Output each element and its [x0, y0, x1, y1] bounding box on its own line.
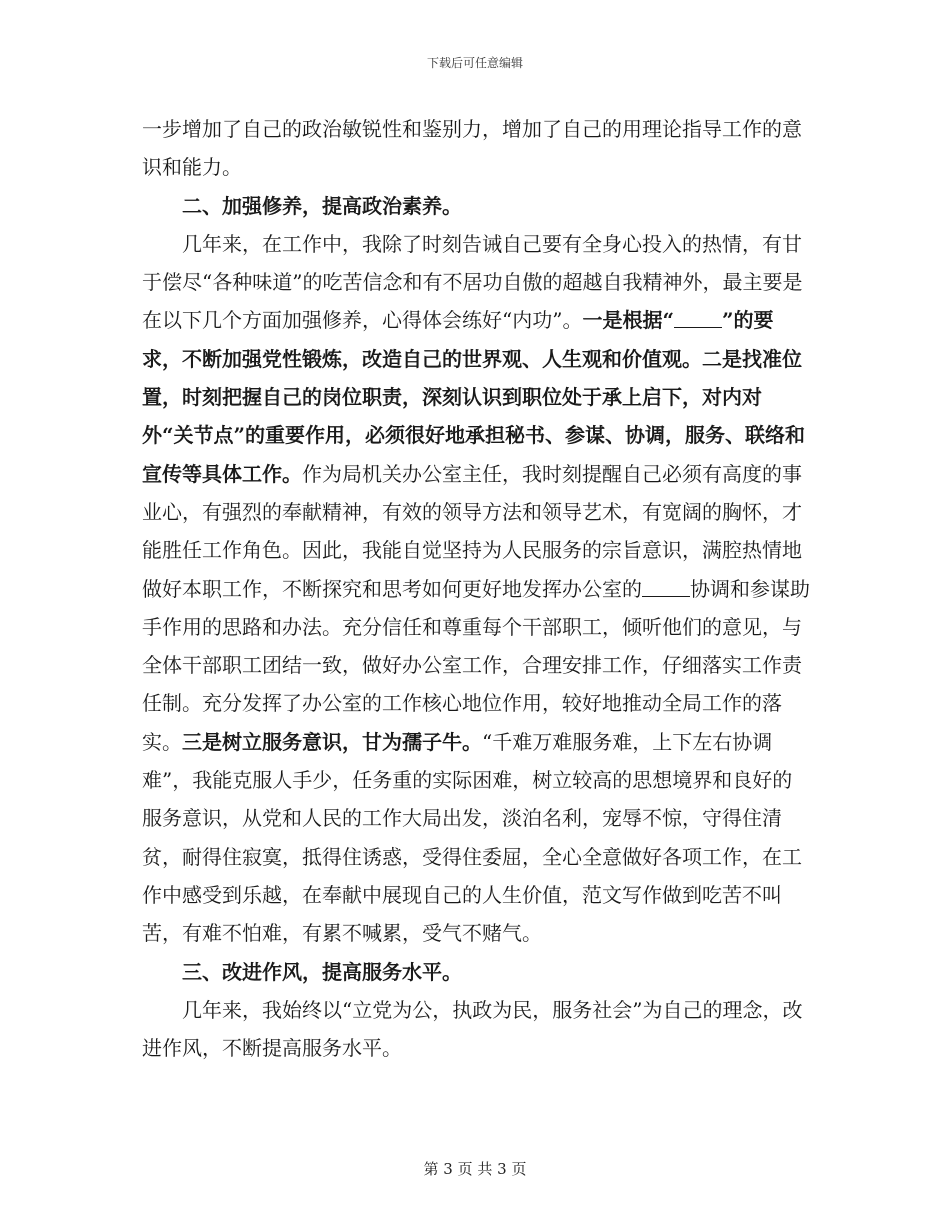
page-number: 第 3 页 共 3 页 — [423, 1160, 527, 1178]
paragraph-text: 协调和参谋助手作用的思路和办法。充分信任和尊重每个干部职工，倾听他们的意见，与全体干部职工团结一致，做好办公室工作，合理安排工作，仔细落实工作责任制。充分发挥了办公室的工作核心地位作用，较好地推动全局工作的落实。 — [142, 576, 810, 754]
blank-line — [642, 578, 690, 597]
point-one-text: 一是根据“ — [582, 308, 674, 333]
section-heading-2: 二、加强修养，提高政治素养。 — [182, 193, 462, 218]
paragraph-text: 作为局机关办公室主任，我时刻提醒自己必须有高度的事业心，有强烈的奉献精神，有效的领导方法和领导艺术，有宽阔的胸怀，才能胜任工作角色。因此，我能自觉坚持为人民服务的宗旨意识，满腔热情地做好本职工作，不断探究和思考如何更好地发挥办公室的 — [142, 461, 802, 601]
paragraph-work-style: 几年来，我始终以“立党为公，执政为民，服务社会”为自己的理念，改进作风，不断提高服务水平。 — [142, 997, 803, 1061]
paragraph-self-cultivation — [142, 225, 812, 953]
section-heading-3: 三、改进作风，提高服务水平。 — [182, 959, 462, 984]
point-one-text-cont: ”的要求，不断加强党性锻炼，改造自己的世界观、人生观和价值观。 — [142, 308, 774, 371]
paragraph-continuation: 一步增加了自己的政治敏锐性和鉴别力，增加了自己的用理论指导工作的意识和能力。 — [142, 117, 802, 180]
page-header: 下载后可任意编辑 — [426, 56, 523, 70]
point-two-text: 二是找准位置，时刻把握自己的岗位职责，深刻认识到职位处于承上启下，对内对外“关节点”的重要作用，必须很好地承担秘书、参谋、协调，服务、联络和宣传等具体工作。 — [142, 346, 806, 486]
paragraph-text: “千难万难服务难，上下左右协调难”，我能克服人手少，任务重的实际困难，树立较高的思想境界和良好的服务意识，从党和人民的工作大局出发，淡泊名利，宠辱不惊，守得住清贫，耐得住寂寞，抵得住诱惑，受得住委屈，全心全意做好各项工作，在工作中感受到乐越，在奉献中展现自己的人生价值，范文写作做到吃苦不叫苦，有难不怕难，有累不喊累，受气不赌气。 — [142, 729, 802, 946]
point-three-text: 三是树立服务意识，甘为孺子牛。 — [182, 729, 482, 754]
blank-line — [674, 309, 722, 328]
document-body — [142, 110, 812, 1067]
paragraph-text: 几年来，在工作中，我除了时刻告诫自己要有全身心投入的热情，有甘于偿尽“各种味道”的吃苦信念和有不居功自傲的超越自我精神外，最主要是在以下几个方面加强修养，心得体会练好“内功”。 — [142, 231, 803, 333]
